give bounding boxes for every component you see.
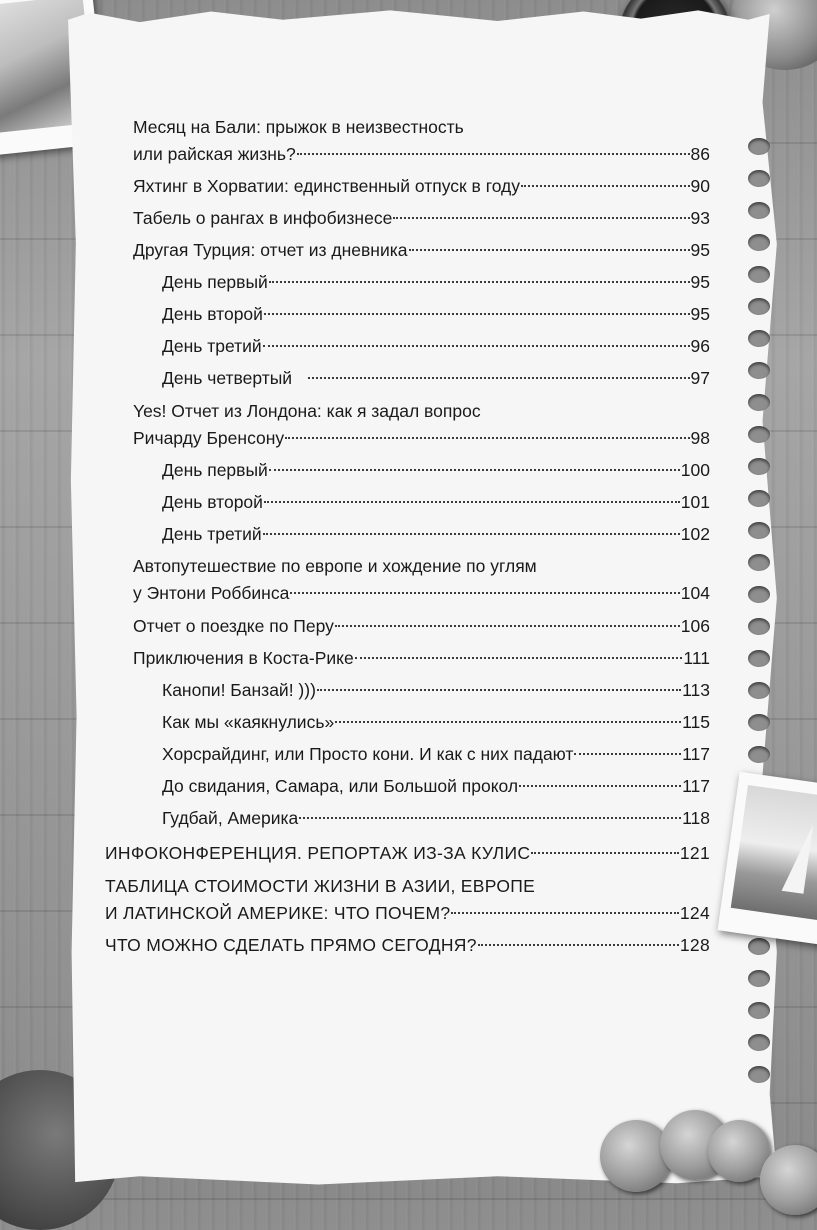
toc-section[interactable] — [105, 840, 710, 867]
toc-subentry[interactable] — [162, 333, 710, 360]
toc-page-number: 95 — [690, 240, 710, 260]
toc-page-number: 113 — [682, 680, 710, 700]
toc-entry[interactable] — [133, 553, 710, 607]
toc-subentry[interactable] — [162, 773, 710, 800]
toc-entry-title: День второй — [162, 304, 263, 324]
toc-page-number: 124 — [679, 903, 710, 923]
toc-page-number: 101 — [680, 492, 710, 512]
toc-entry-title: Канопи! Банзай! ))) — [162, 680, 316, 700]
dot-leader — [335, 721, 681, 723]
toc-page-number: 121 — [679, 843, 710, 863]
dot-leader — [574, 753, 681, 755]
toc-entry-title: Yes! Отчет из Лондона: как я задал вопрос — [133, 401, 481, 421]
toc-page-number: 111 — [683, 648, 710, 668]
dot-leader — [531, 852, 679, 854]
toc-subentry[interactable] — [162, 365, 710, 392]
dot-leader — [263, 345, 690, 347]
dot-leader — [269, 469, 680, 471]
toc-page-number: 96 — [690, 336, 710, 356]
toc-subentry[interactable] — [162, 269, 710, 296]
dot-leader — [451, 912, 679, 914]
toc-entry-title: Автопутешествие по европе и хождение по углям — [133, 556, 537, 576]
dot-leader — [290, 592, 679, 594]
dot-leader — [264, 501, 680, 503]
dot-leader — [299, 817, 681, 819]
toc-entry-title: ИНФОКОНФЕРЕНЦИЯ. РЕПОРТАЖ ИЗ-ЗА КУЛИС — [105, 843, 531, 863]
dot-leader — [519, 785, 681, 787]
toc-entry-title: ТАБЛИЦА СТОИМОСТИ ЖИЗНИ В АЗИИ, ЕВРОПЕ — [105, 876, 536, 896]
toc-subentry[interactable] — [162, 741, 710, 768]
dot-leader — [285, 437, 689, 439]
toc-page-number: 102 — [680, 524, 710, 544]
toc-entry[interactable] — [133, 613, 710, 640]
dot-leader — [409, 249, 690, 251]
toc-entry-title: Гудбай, Америка — [162, 808, 299, 828]
dot-leader — [264, 313, 690, 315]
toc-page-number: 106 — [680, 616, 710, 636]
toc-entry-title: Приключения в Коста-Рике — [133, 648, 354, 668]
dot-leader — [263, 533, 680, 535]
toc-page-number: 104 — [680, 583, 710, 603]
toc-entry-title: Хорсрайдинг, или Просто кони. И как с них падают — [162, 744, 574, 764]
toc-page-number: 95 — [690, 272, 710, 292]
toc-subentry[interactable] — [162, 805, 710, 832]
toc-entry-title: Ричарду Бренсону — [133, 428, 285, 448]
toc-entry[interactable] — [133, 237, 710, 264]
toc-section[interactable] — [105, 932, 710, 959]
toc-entry-title: День четвертый — [162, 368, 293, 388]
toc-section[interactable] — [105, 873, 710, 927]
toc-entry-title: День второй — [162, 492, 263, 512]
toc-page-number: 98 — [690, 428, 710, 448]
toc-page-number: 100 — [680, 460, 710, 480]
dot-leader — [335, 625, 680, 627]
toc-page-number: 115 — [682, 712, 710, 732]
toc-entry[interactable] — [133, 398, 710, 452]
toc-page-number: 95 — [690, 304, 710, 324]
dot-leader — [269, 281, 690, 283]
toc-entry-title: День третий — [162, 524, 262, 544]
dot-leader — [478, 944, 679, 946]
toc-entry[interactable] — [133, 173, 710, 200]
toc-page-number: 86 — [690, 144, 710, 164]
toc-entry[interactable] — [133, 114, 710, 168]
toc-entry-title: Табель о рангах в инфобизнесе — [133, 208, 393, 228]
toc-subentry[interactable] — [162, 457, 710, 484]
toc-entry[interactable] — [133, 645, 710, 672]
toc-page-number: 117 — [682, 744, 710, 764]
toc-subentry[interactable] — [162, 489, 710, 516]
dot-leader — [393, 217, 689, 219]
toc-page-number: 117 — [682, 776, 710, 796]
toc-entry-title: ЧТО МОЖНО СДЕЛАТЬ ПРЯМО СЕГОДНЯ? — [105, 935, 477, 955]
toc-subentry[interactable] — [162, 709, 710, 736]
toc-entry-title: Месяц на Бали: прыжок в неизвестность — [133, 117, 464, 137]
toc-entry-title: Яхтинг в Хорватии: единственный отпуск в году — [133, 176, 520, 196]
dot-leader — [297, 153, 690, 155]
toc-entry-title: И ЛАТИНСКОЙ АМЕРИКЕ: ЧТО ПОЧЕМ? — [105, 903, 451, 923]
toc-subentry[interactable] — [162, 301, 710, 328]
toc-page-number: 93 — [690, 208, 710, 228]
toc-entry-title: Как мы «каякнулись» — [162, 712, 335, 732]
toc-entry-title: у Энтони Роббинса — [133, 583, 290, 603]
dot-leader — [308, 377, 689, 379]
toc-page-number: 128 — [679, 935, 710, 955]
toc-subentry[interactable] — [162, 677, 710, 704]
dot-leader — [521, 185, 690, 187]
toc-entry-title: или райская жизнь? — [133, 144, 296, 164]
toc-entry[interactable] — [133, 205, 710, 232]
toc-subentry[interactable] — [162, 521, 710, 548]
toc-entry-title: До свидания, Самара, или Большой прокол — [162, 776, 519, 796]
toc-page-number: 118 — [682, 808, 710, 828]
toc-entry-title: Другая Турция: отчет из дневника — [133, 240, 408, 260]
toc-page-number: 90 — [690, 176, 710, 196]
toc-entry-title: День первый — [162, 272, 268, 292]
toc-entry-title: Отчет о поездке по Перу — [133, 616, 334, 636]
dot-leader — [317, 689, 681, 691]
toc-page-number: 97 — [690, 368, 710, 388]
toc-entry-title: День первый — [162, 460, 268, 480]
toc-entry-title: День третий — [162, 336, 262, 356]
dot-leader — [355, 657, 683, 659]
